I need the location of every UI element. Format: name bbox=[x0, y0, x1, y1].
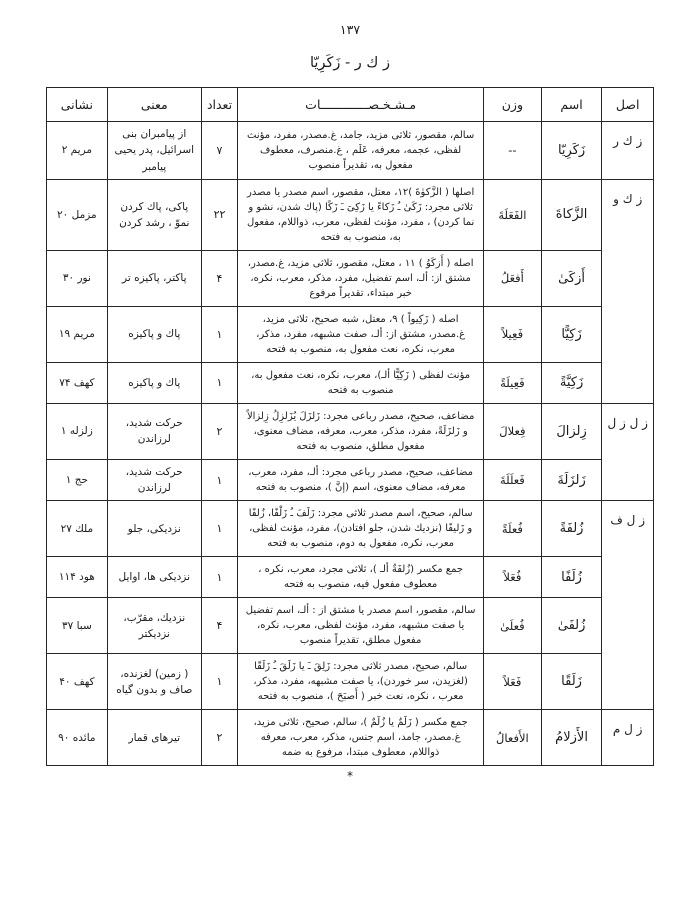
column-header-name: اسم bbox=[541, 88, 602, 122]
cell-name: زُلفَةً bbox=[541, 501, 602, 557]
cell-specs: اصله ( أَزكَوُ ) ۱۱ ، معتل، مقصور، ثلاثى مزيد، غ.مصدر، مشتق از: ألـ، اسم تفضيل، مفرد، مذكر، معرب، نكره، خبر مبتداء، تقديراً مرفوع bbox=[238, 250, 484, 306]
cell-reference: مزمل ۲۰ bbox=[47, 179, 108, 250]
cell-meaning: حركت شديد، لرزاندن bbox=[107, 459, 201, 501]
cell-pattern: فَعلَلَةَ bbox=[484, 459, 542, 501]
table-row bbox=[47, 122, 654, 180]
cell-count: ۲ bbox=[201, 710, 237, 766]
cell-count: ۱ bbox=[201, 306, 237, 362]
page-title: ز ك ر - زَكَرِيّا bbox=[310, 55, 390, 71]
table-row bbox=[47, 403, 654, 459]
cell-root: ز ل ز ل bbox=[602, 403, 654, 501]
cell-meaning: ( زمين) لغزنده، صاف و بدون گياه bbox=[107, 654, 201, 710]
table-row bbox=[47, 598, 654, 654]
table-row bbox=[47, 710, 654, 766]
table-row bbox=[47, 501, 654, 557]
cell-reference: سبا ۳۷ bbox=[47, 598, 108, 654]
cell-pattern: فُعَلاً bbox=[484, 557, 542, 598]
cell-name: زَلزَلَةَ bbox=[541, 459, 602, 501]
cell-name: زَكِيًّا bbox=[541, 306, 602, 362]
cell-pattern: أَفعَلُ bbox=[484, 250, 542, 306]
cell-pattern: فَعَلاً bbox=[484, 654, 542, 710]
footer-asterisk: * bbox=[347, 769, 353, 784]
cell-reference: هود ۱۱۴ bbox=[47, 557, 108, 598]
cell-specs: مضاعف، صحيح، مصدر رباعى مجرد: زَلزَلَ يُزَلزِلُ زِلزالاً و زَلزَلَةً، مفرد، مذكر، معرب، معرفه، مضاف معنوى، مفعول مطلق، منصوب به فتحه bbox=[238, 403, 484, 459]
cell-specs: مؤنث لفظى ( زَكِيًّا ألـ)، معرب، نكره، نعت مفعول به، منصوب به فتحه bbox=[238, 362, 484, 403]
cell-pattern: الأَفعالُ bbox=[484, 710, 542, 766]
cell-specs: جمع مكسر (زُلفَةٌ ألـ )، ثلاثى مجرد، معرب، نكره ، معطوف مفعول فيه، منصوب به فتحه bbox=[238, 557, 484, 598]
cell-specs: اصلها ( الزَّكوٰةَ )۱۲، معتل، مقصور، اسم مصدر يا مصدر ثلاثى مجرد: زَكَىٰ ـُ زَكاءً يا زَكِىَ ـَ زَكًا (پاك شدن، نشو و نما كردن) ، مفرد، مؤنث لفظى، معرب، ذواللام، مفعول به، منصوب به فتحه bbox=[238, 179, 484, 250]
cell-pattern: الفَعَلَةَ bbox=[484, 179, 542, 250]
table-row bbox=[47, 654, 654, 710]
cell-name: زَكِيَّةً bbox=[541, 362, 602, 403]
cell-name: زَكَرِيّا bbox=[541, 122, 602, 180]
cell-root: ز ل م bbox=[602, 710, 654, 766]
cell-reference: مائده ۹۰ bbox=[47, 710, 108, 766]
cell-pattern: فَعِيلَةً bbox=[484, 362, 542, 403]
column-header-pattern: وزن bbox=[484, 88, 542, 122]
cell-root: ز ك و bbox=[602, 179, 654, 403]
cell-specs: سالم، مقصور، اسم مصدر يا مشتق از : ألـ، اسم تفضيل يا صفت مشبهه، مفرد، مؤنث لفظى، معرب، نكره، مفعول مطلق، تقديراً منصوب bbox=[238, 598, 484, 654]
cell-specs: سالم، صحيح، اسم مصدر ثلاثى مجرد: زَلَفَ ـُ زَلْفًا، زُلفًا و زَليفًا (نزديك شدن، جلو افتادن)، مفرد، مؤنث لفظى، معرب، نكره، مفعول به دوم، منصوب به فتحه bbox=[238, 501, 484, 557]
cell-meaning: نزديكى ها، اوايل bbox=[107, 557, 201, 598]
cell-specs: مضاعف، صحيح، مصدر رباعى مجرد: ألـ، مفرد، معرب، معرفه، مضاف معنوى، اسم (إنَّ )، منصوب به فتحه bbox=[238, 459, 484, 501]
header-row bbox=[47, 88, 654, 122]
cell-count: ۱ bbox=[201, 501, 237, 557]
cell-name: زَلَقًا bbox=[541, 654, 602, 710]
table-row bbox=[47, 459, 654, 501]
cell-reference: حج ۱ bbox=[47, 459, 108, 501]
cell-specs: سالم، صحيح، مصدر ثلاثى مجرد: زَلِقَ ـَ يا زَلَقَ ـُ زَلَقًا (لغزيدن، سر خوردن)، يا صفت مشبهه، مفرد، مذكر، معرب ، نكره، نعت خبر ( أَصبَحَ )، منصوب به فتحه bbox=[238, 654, 484, 710]
cell-meaning: پاكى، پاك كردن نموّ ، رشد كردن bbox=[107, 179, 201, 250]
table-row bbox=[47, 362, 654, 403]
cell-meaning: نزديك، مقرّب، نزديكتر bbox=[107, 598, 201, 654]
morphology-table bbox=[46, 87, 654, 766]
cell-reference: زلزله ۱ bbox=[47, 403, 108, 459]
cell-name: زُلفَىٰ bbox=[541, 598, 602, 654]
cell-reference: مريم ۱۹ bbox=[47, 306, 108, 362]
cell-count: ۴ bbox=[201, 598, 237, 654]
cell-name: الأَزلامُ bbox=[541, 710, 602, 766]
column-header-reference: نشانى bbox=[47, 88, 108, 122]
column-header-meaning: معنى bbox=[107, 88, 201, 122]
cell-count: ۲۲ bbox=[201, 179, 237, 250]
cell-name: زُلَفًا bbox=[541, 557, 602, 598]
cell-count: ۴ bbox=[201, 250, 237, 306]
cell-pattern: فَعِيلاً bbox=[484, 306, 542, 362]
column-header-root: اصل bbox=[602, 88, 654, 122]
table-row bbox=[47, 179, 654, 250]
table-row bbox=[47, 306, 654, 362]
cell-meaning: پاك و پاكيزه bbox=[107, 362, 201, 403]
cell-pattern: -- bbox=[484, 122, 542, 180]
cell-pattern: فُعلَةً bbox=[484, 501, 542, 557]
cell-pattern: فُعلَىٰ bbox=[484, 598, 542, 654]
cell-reference: مريم ۲ bbox=[47, 122, 108, 180]
cell-root: ز ك ر bbox=[602, 122, 654, 180]
cell-name: الزَّكاةَ bbox=[541, 179, 602, 250]
cell-count: ۱ bbox=[201, 459, 237, 501]
cell-meaning: حركت شديد، لرزاندن bbox=[107, 403, 201, 459]
cell-reference: ملك ۲۷ bbox=[47, 501, 108, 557]
cell-specs: سالم، مقصور، ثلاثى مزيد، جامد، غ.مصدر، مفرد، مؤنث لفظى، عجمه، معرفه، عَلَم ، غ.منصرف، معطوف مفعول به، تقديراً منصوب bbox=[238, 122, 484, 180]
cell-meaning: از پيامبران بنى اسرائيل، پدر يحيى پيامبر bbox=[107, 122, 201, 180]
column-header-specs: مـشـخـصـــــــــــــات bbox=[238, 88, 484, 122]
cell-meaning: پاكتر، پاكيزه تر bbox=[107, 250, 201, 306]
cell-name: أَزكَىٰ bbox=[541, 250, 602, 306]
table-row bbox=[47, 250, 654, 306]
cell-count: ۱ bbox=[201, 654, 237, 710]
cell-pattern: فِعلالَ bbox=[484, 403, 542, 459]
cell-count: ۲ bbox=[201, 403, 237, 459]
table-row bbox=[47, 557, 654, 598]
cell-reference: كهف ۴۰ bbox=[47, 654, 108, 710]
cell-count: ۱ bbox=[201, 557, 237, 598]
cell-name: زِلزالَ bbox=[541, 403, 602, 459]
cell-count: ۱ bbox=[201, 362, 237, 403]
column-header-count: تعداد bbox=[201, 88, 237, 122]
cell-meaning: نزديكى، جلو bbox=[107, 501, 201, 557]
cell-specs: جمع مكسر ( زَلَمٌ يا زُلَمٌ )، سالم، صحيح، ثلاثى مزيد، غ.مصدر، جامد، اسم جنس، مذكر، معرب، معرفه ذواللام، معطوف مبتدا، مرفوع به ضمه bbox=[238, 710, 484, 766]
cell-count: ۷ bbox=[201, 122, 237, 180]
cell-reference: نور ۳۰ bbox=[47, 250, 108, 306]
cell-specs: اصله ( زَكِيواً ) ۹، معتل، شبه صحيح، ثلاثى مزيد، غ.مصدر، مشتق از: ألـ، صفت مشبهه، مفرد، مذكر، معرب، نكره، نعت مفعول به، منصوب به فتحه bbox=[238, 306, 484, 362]
cell-meaning: پاك و پاكيزه bbox=[107, 306, 201, 362]
page-number: ۱۳۷ bbox=[339, 22, 361, 37]
cell-meaning: تيرهاى قمار bbox=[107, 710, 201, 766]
cell-root: ز ل ف bbox=[602, 501, 654, 710]
cell-reference: كهف ۷۴ bbox=[47, 362, 108, 403]
